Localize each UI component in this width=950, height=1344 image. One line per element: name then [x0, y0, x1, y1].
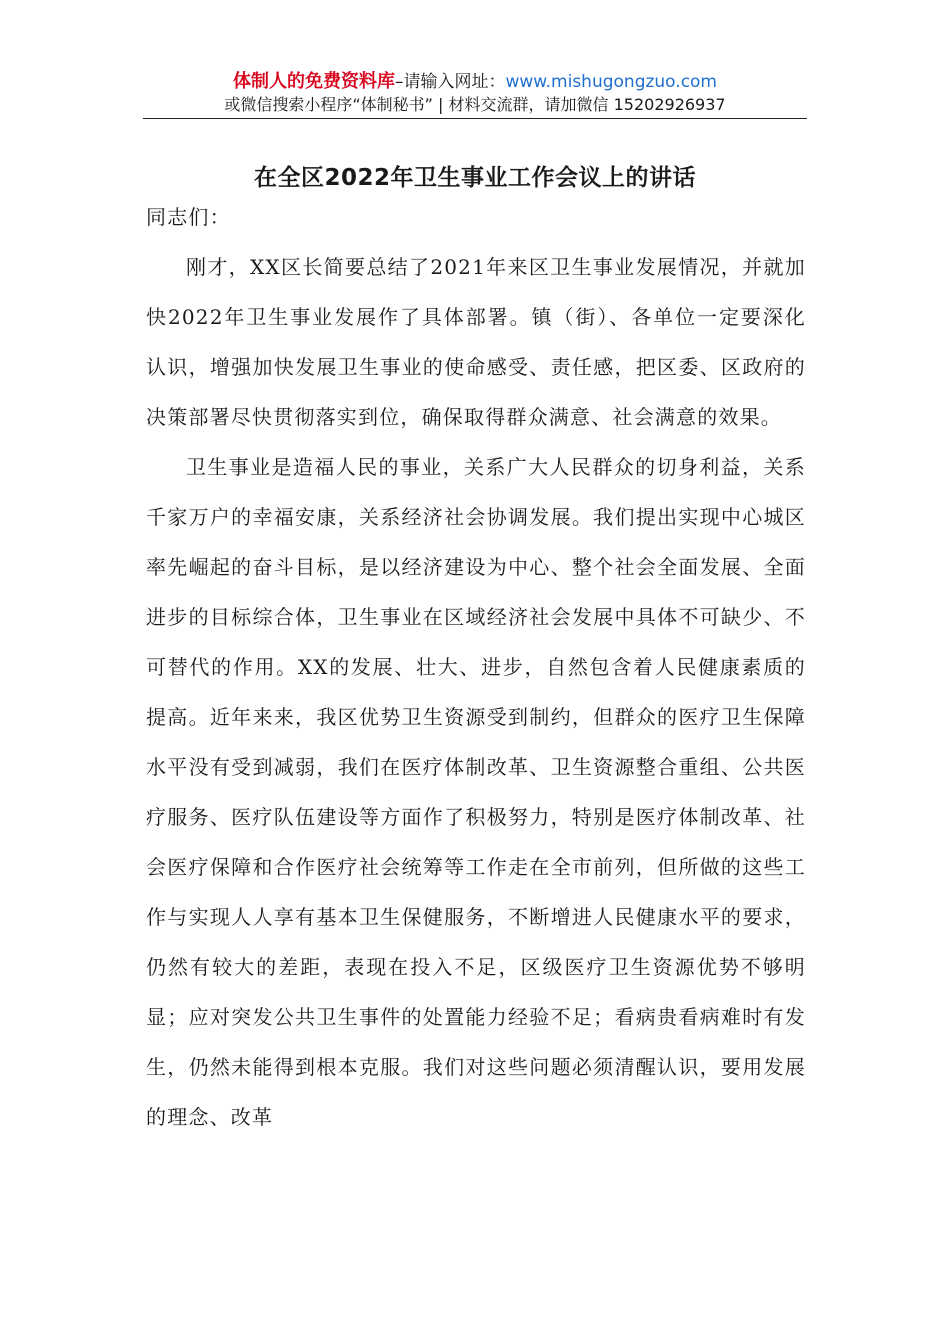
- brand-name: 体制人的免费资料库: [232, 71, 395, 92]
- header-contact-line: 或微信搜索小程序“体制秘书” | 材料交流群，请加微信 15202926937: [224, 95, 726, 114]
- document-title: 在全区2022年卫生事业工作会议上的讲话: [253, 165, 696, 192]
- website-link[interactable]: www.mishugongzuo.com: [505, 72, 717, 92]
- site-header: [143, 70, 807, 116]
- body-paragraph: 刚才，XX区长简要总结了2021年来区卫生事业发展情况，并就加快2022年卫生事业发展作了具体部署。镇（街）、各单位一定要深化认识，增强加快发展卫生事业的使命感受、责任感，把区委、区政府的决策部署尽快贯彻落实到位，确保取得群众满意、社会满意的效果。: [146, 255, 806, 429]
- salutation: 同志们：: [146, 205, 231, 229]
- url-prompt: –请输入网址：: [394, 72, 506, 92]
- body-paragraph: 卫生事业是造福人民的事业，关系广大人民群众的切身利益，关系千家万户的幸福安康，关系经济社会协调发展。我们提出实现中心城区率先崛起的奋斗目标，是以经济建设为中心、整个社会全面发展、全面进步的目标综合体，卫生事业在区域经济社会发展中具体不可缺少、不可替代的作用。XX的发展、壮大、进步，自然包含着人民健康素质的提高。近年来来，我区优势卫生资源受到制约，但群众的医疗卫生保障水平没有受到减弱，我们在医疗体制改革、卫生资源整合重组、公共医疗服务、医疗队伍建设等方面作了积极努力，特别是医疗体制改革、社会医疗保障和合作医疗社会统筹等工作走在全市前列，但所做的这些工作与实现人人享有基本卫生保健服务，不断增进人民健康水平的要求，仍然有较大的差距，表现在投入不足，区级医疗卫生资源优势不够明显；应对突发公共卫生事件的处置能力经验不足；看病贵看病难时有发生，仍然未能得到根本克服。我们对这些问题必须清醒认识，要用发展的理念、改革: [146, 455, 806, 1129]
- header-banner-line: [143, 70, 807, 94]
- header-divider: [143, 118, 807, 119]
- document-body: [146, 192, 806, 1142]
